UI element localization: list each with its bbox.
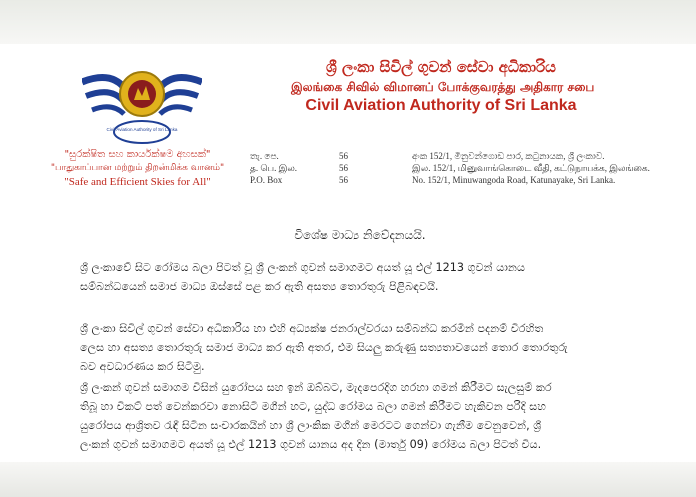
paragraph-line: ශ්‍රී ලංකා සිවිල් ගුවන් සේවා අධිකාරිය හා එහි අධ්‍යක්ෂ ජනරාල්වරයා සම්බන්ධ කරමින් පදනම් විරහිත <box>80 322 544 335</box>
po-box-label-english: P.O. Box <box>250 175 283 185</box>
caasl-logo <box>82 60 202 148</box>
address-sinhala: අංක 152/1, මිනුවන්ගොඩ පාර, කටුනායක, ශ්‍රී ලංකාව. <box>412 151 605 161</box>
po-box-label-sinhala: තැ. පෙ. <box>250 151 279 161</box>
paragraph-line: ලෙස හා අසත්‍ය තොරතුරු සමාජ මාධ්‍ය කර ඇති අතර, එම සියලු කරුණු සත්‍යතාවයෙන් තොර තොරතුරු <box>80 341 568 354</box>
notice-paragraph-2 <box>80 319 632 376</box>
paragraph-line: යුරෝපය ආශ්‍රිතව රැඳී සිටින සංචාරකයින් හා ශ්‍රී ලාංකික මගීන් මෙරටට ගෙන්වා ගැනීම වෙනුවෙන්, ශ්‍රී <box>80 419 542 432</box>
po-box-number: 56 <box>339 151 348 161</box>
bottom-shadow-band <box>0 462 696 497</box>
po-box-number: 56 <box>339 175 348 185</box>
paragraph-line: ලංකන් ගුවන් සමාගමට අයත් යූ එල් 1213 ගුවන් යානය අද දින (මාර්තු 09) රෝමය බලා පිටත් විය. <box>80 438 542 451</box>
notice-title: විශේෂ මාධ්‍ය නිවේදනයයි. <box>294 228 426 242</box>
notice-paragraph-3 <box>80 378 632 454</box>
svg-text:Civil Aviation Authority of Sr: Civil Aviation Authority of Sri Lanka <box>106 127 178 132</box>
paragraph-line: ශ්‍රී ලංකාවේ සිට රෝමය බලා පිටත් වූ ශ්‍රී ලංකන් ගුවන් සමාගමට අයත් යූ එල් 1213 ගුවන් යානය <box>80 261 526 274</box>
org-name-sinhala: ශ්‍රී ලංකා සිවිල් ගුවන් සේවා අධිකාරිය <box>326 58 556 76</box>
paragraph-line: ශ්‍රී ලංකන් ගුවන් සමාගම විසින් යුරෝපය සහ ඉන් ඔබ්බට, මැදපෙරදිග හරහා ගමන් කිරීමට සැලසුම් කර <box>80 381 552 394</box>
motto-english: "Safe and Efficient Skies for All" <box>64 176 211 188</box>
notice-paragraph-1 <box>80 258 632 296</box>
po-box-label-tamil: த. பெ. இல. <box>250 163 298 173</box>
paragraph-line: බව අවධාරණය කර සිටිමු. <box>80 360 205 373</box>
top-shadow-band <box>0 0 696 44</box>
address-tamil: இல. 152/1, மினுவாங்கொடை வீதி, கட்டுநாயக்க, இலங்கை. <box>412 163 650 173</box>
motto-tamil: "பாதுகாப்பான மற்றும் திறன்மிக்க வானம்" <box>50 163 225 173</box>
po-box-number: 56 <box>339 163 348 173</box>
org-name-english: Civil Aviation Authority of Sri Lanka <box>305 97 577 114</box>
address-english: No. 152/1, Minuwangoda Road, Katunayake, Sri Lanka. <box>412 175 616 185</box>
motto-sinhala: "සුරක්ෂිත සහ කාර්යක්ෂම අහසක්" <box>64 149 211 160</box>
org-name-tamil: இலங்கை சிவில் விமானப் போக்குவரத்து அதிகார சபை <box>291 80 595 94</box>
paragraph-line: තිබූ හා විකට් පත් වෙන්කරවා නොසිටි මගීන් හට, යුද්ධ රෝමය බලා ගමන් කිරීමට හැකිවන පරිදි සහ <box>80 400 547 413</box>
paragraph-line: සම්බන්ධයෙන් සමාජ මාධ්‍ය ඔස්සේ පළ කර ඇති අසත්‍ය තොරතුරු පිළිබඳවයි. <box>80 280 439 293</box>
